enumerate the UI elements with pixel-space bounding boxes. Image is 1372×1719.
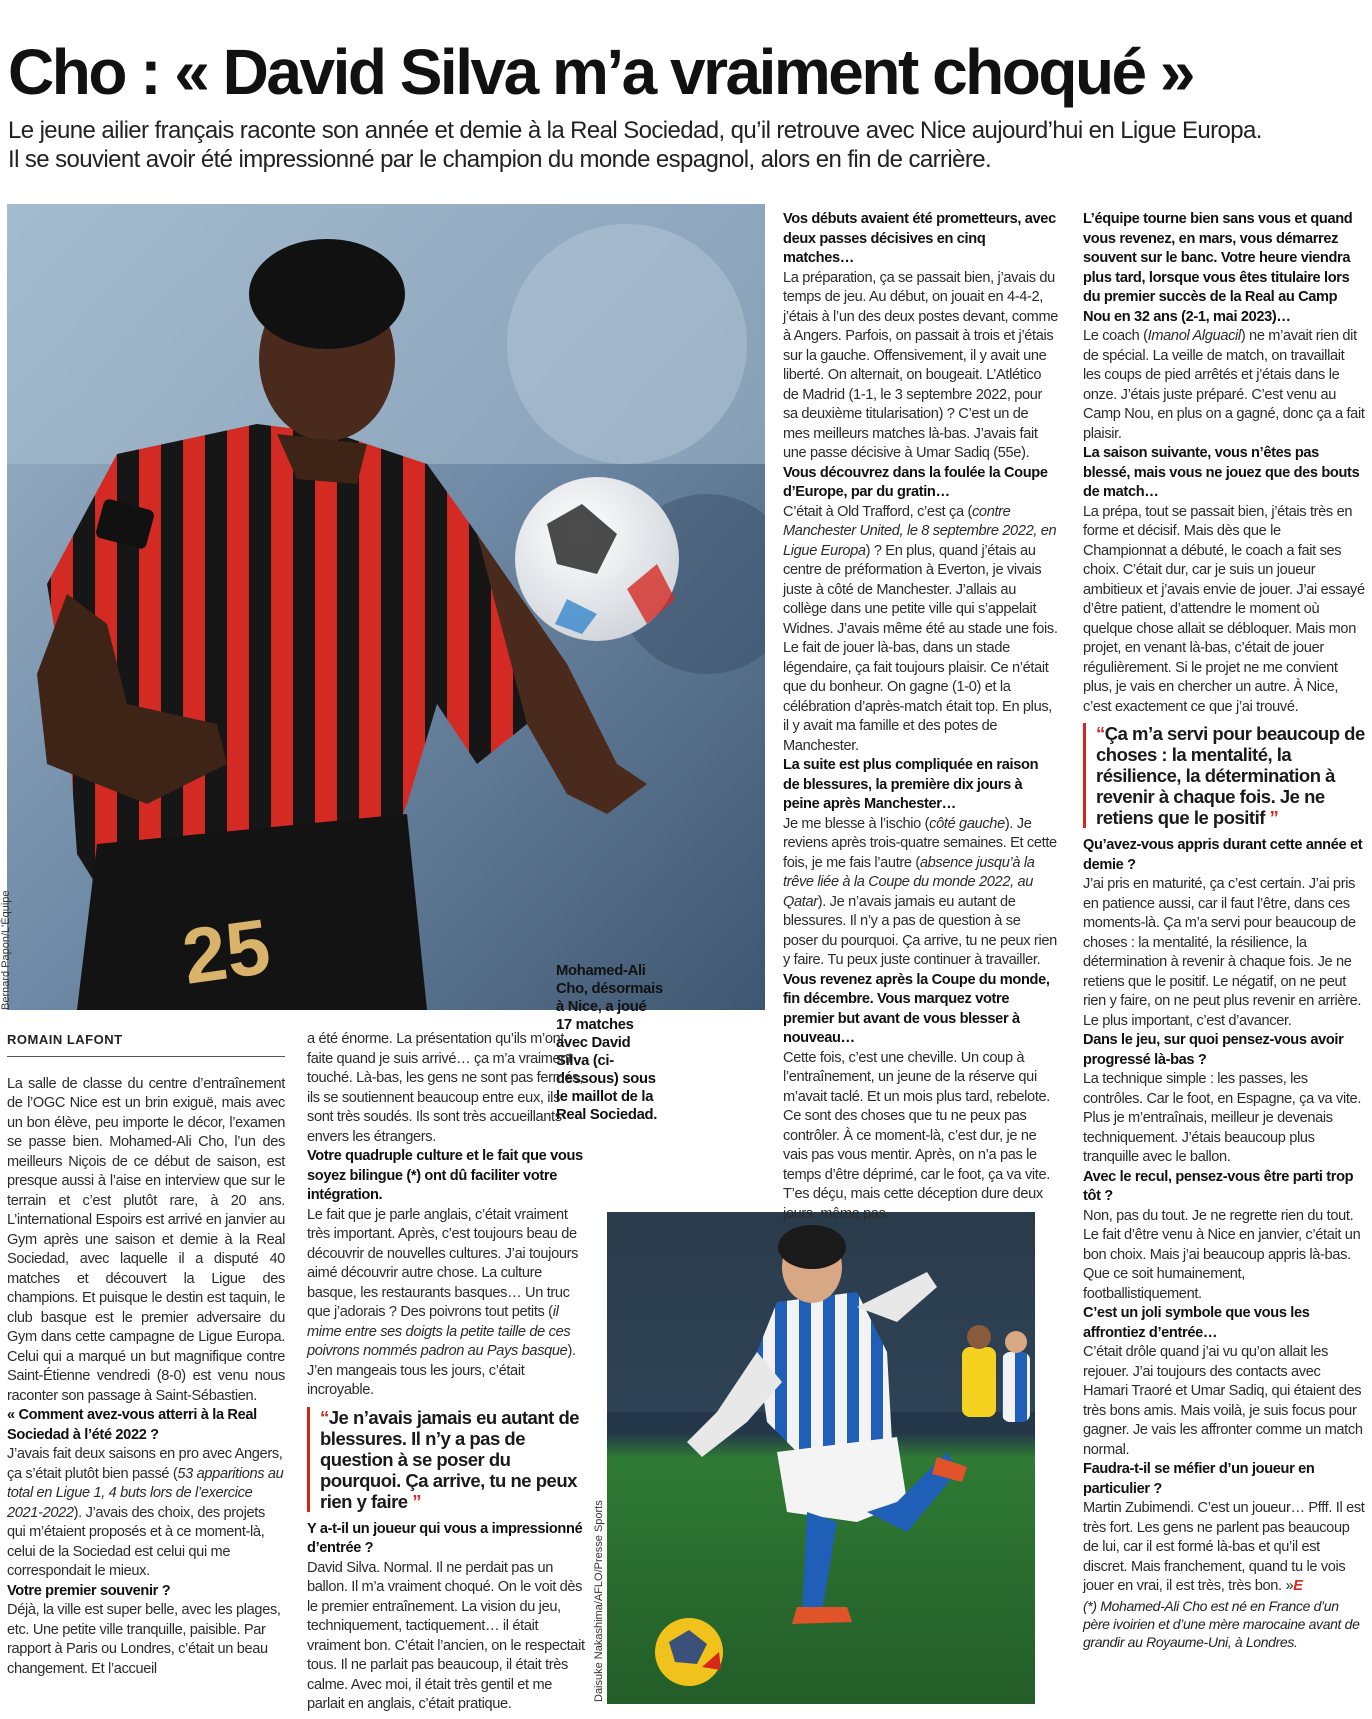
answer-5: La préparation, ça se passait bien, j’avais du temps de jeu. Au début, on jouait en 4-4-2, j’étais à l’un des deux postes devant, comme à Angers. Parfois, on passait à trois et j’étais sur la gauche. Offensivement, il y avait une liberté. On alternait, on bougeait. L’Atlético de Madrid (1-1, le 3 septembre 2022, pour sa deuxième titularisation) ? C’est un de mes meilleurs matches là-bas. J’avais fait une passe décisive à Umar Sadiq (55e). xyxy=(783,269,1059,461)
question-15: Faudra-t-il se méfier d’un joueur en particulier ? xyxy=(1083,1461,1315,1497)
question-4: Y a-t-il un joueur qui vous a impressionné d’entrée ? xyxy=(307,1520,583,1556)
main-photo-cho xyxy=(7,204,765,1010)
answer-9-text-a: Le coach ( xyxy=(1083,328,1148,344)
answer-11: J’ai pris en maturité, ça c’est certain. J’ai pris en patience aussi, car il faut l’être, dans ces moments-là. Ça m’a servi pour beaucoup de choses : la mentalité, la résilience, la détermination à revenir à chaque fois. Je ne retiens que le positif. Le négatif, on ne peut rien y faire, on ne peut plus revenir en arrière. Le plus important, c’est d’avancer. xyxy=(1083,876,1362,1029)
answer-7-aside-2: absence jusqu’à la trêve liée à la Coupe du monde 2022, au Qatar xyxy=(783,854,1035,910)
question-2: Votre premier souvenir ? xyxy=(7,1582,171,1599)
silva-photo-illustration xyxy=(607,1212,1035,1704)
close-quote-icon: ” xyxy=(1269,807,1279,828)
answer-1-aside: 53 apparitions au total en Ligue 1, 4 buts lors de l’exercice 2021-2022 xyxy=(7,1465,284,1521)
answer-7-text-c: ). Je n’avais jamais eu autant de blessures. Il n’y a pas de question à se poser du pourquoi. Ça arrive, tu ne peux rien y faire. Tu peux juste continuer à travailler. xyxy=(783,893,1057,968)
answer-7 xyxy=(783,815,1058,971)
silva-photo-credit: Daisuke Nakashima/AFLO/Presse Sports xyxy=(593,1500,605,1702)
footnote: (*) Mohamed-Ali Cho est né en France d’un père ivoirien et d’une mère marocaine avant de grandir au Royaume-Uni, à Londres. xyxy=(1083,1597,1360,1650)
column-1 xyxy=(7,1030,285,1679)
answer-15-text: Martin Zubimendi. C’est un joueur… Pfff. Il est très fort. Les gens ne parlent pas beaucoup de lui, car il est formé là-bas et qu’il est discret. Mais franchement, quand tu le vois jouer en vrai, il est très, très bon. » xyxy=(1083,1500,1365,1594)
silva-photo xyxy=(607,1212,1035,1704)
answer-6-text-a: C’était à Old Trafford, c’est ça ( xyxy=(783,503,972,520)
answer-4: David Silva. Normal. Il ne perdait pas un ballon. Il m’a vraiment choqué. On le voit dès le premier entraînement. La vision du jeu, techniquement, tactiquement… il était vraiment bon. C’était l’ancien, on le respectait tous. Il ne parlait pas beaucoup, il était très calme. Avec moi, il était très gentil et me parlait en anglais, c’était pratique. xyxy=(307,1559,585,1712)
question-12: Dans le jeu, sur quoi pensez-vous avoir progressé là-bas ? xyxy=(1083,1032,1344,1068)
pull-quote-1-text: Je n’avais jamais eu autant de blessures. Il n’y a pas de question à se poser du pourquoi. Ça arrive, tu ne peux rien y faire xyxy=(320,1406,580,1512)
standfirst xyxy=(8,116,1262,174)
column-3 xyxy=(783,210,1058,1224)
headline-name: Cho xyxy=(8,36,125,108)
question-3: Votre quadruple culture et le fait que vous soyez bilingue (*) ont dû faciliter votre intégration. xyxy=(307,1148,583,1203)
answer-2: Déjà, la ville est super belle, avec les plages, etc. Une petite ville tranquille, paisible. Par rapport à Paris ou Londres, c’était un beau changement. Et l’accueil xyxy=(7,1602,281,1677)
answer-6 xyxy=(783,503,1058,757)
main-photo-credit: Bernard Papon/L'Équipe xyxy=(0,890,12,1010)
answer-3 xyxy=(307,1206,585,1401)
standfirst-line-2: Il se souvient avoir été impressionné par le champion du monde espagnol, alors en fin de carrière. xyxy=(8,146,992,173)
lequipe-end-mark-icon: E xyxy=(1293,1578,1303,1594)
question-14: C’est un joli symbole que vous les affrontiez d’entrée… xyxy=(1083,1305,1310,1341)
question-10: La saison suivante, vous n’êtes pas blessé, mais vous ne jouez que des bouts de match… xyxy=(1083,445,1360,500)
question-5: Vos débuts avaient été prometteurs, avec deux passes décisives en cinq matches… xyxy=(783,211,1056,266)
answer-3-aside: il mime entre ses doigts la petite taille de ces poivrons nommés padron au Pays basque xyxy=(307,1304,571,1359)
question-11: Qu’avez-vous appris durant cette année et demie ? xyxy=(1083,837,1363,873)
pull-quote-1 xyxy=(307,1407,585,1512)
answer-1-text-a: J’avais fait deux saisons en pro avec Angers, ça s’était plutôt bien passé ( xyxy=(7,1446,283,1482)
intro-paragraph: La salle de classe du centre d’entraînement de l’OGC Nice est un brin exiguë, mais avec un bon élève, peu importe le décor, l’examen se passe bien. Mohamed-Ali Cho, l’un des meilleurs Niçois de ce début de saison, est presque aussi à l’aise en interview que sur le terrain et c’est plutôt rare, à 20 ans. L’international Espoirs est arrivé en janvier au Gym après une saison et demie à la Real Sociedad, avec laquelle il a disputé 40 matches et découvert la Ligue des champions. Et puisque le destin est taquin, le club basque est le premier adversaire du Gym dans cette campagne de Ligue Europa. Celui qui a marqué un but magnifique contre Saint-Étienne vendredi (8-0) est venu nous raconter son passage à Saint-Sébastien. xyxy=(7,1075,285,1404)
answer-6-text-b: ) ? En plus, quand j’étais au centre de préformation à Everton, je vivais juste à côté de Manchester. J’allais au collège dans une petite ville qui s’appelait Widnes. J’avais même été au stade une fois. Le fait de jouer là-bas, dans un stade légendaire, ça fait toujours plaisir. Ce n’était que du bonheur. On gagne (1-0) et la célébration d’après-match était top. En plus, il y avait ma famille et des potes de Manchester. xyxy=(783,542,1058,754)
headline xyxy=(8,34,1193,110)
answer-14: C’était drôle quand j’ai vu qu’on allait les rejouer. J’ai toujours des contacts avec Hamari Traoré et Umar Sadiq, qui étaient des très bons amis. Mais voilà, je suis focus pour gagner. Je vais les affronter comme un match normal. xyxy=(1083,1344,1363,1458)
answer-7-text-a: Je me blesse à l’ischio ( xyxy=(783,815,930,832)
answer-6-aside: contre Manchester United, le 8 septembre 2022, en Ligue Europa xyxy=(783,503,1057,559)
answer-12: La technique simple : les passes, les contrôles. Car le foot, en Espagne, ça va vite. Plus je m’entraînais, meilleur je devenais techniquement. J’étais beaucoup plus tranquille avec le ballon. xyxy=(1083,1071,1362,1165)
answer-15 xyxy=(1083,1499,1365,1597)
photo-caption: Mohamed-Ali Cho, désormais à Nice, a joué 17 matches avec David Silva (ci-dessous) sous le maillot de la Real Sociedad. xyxy=(556,963,663,1123)
standfirst-line-1: Le jeune ailier français raconte son année et demie à la Real Sociedad, qu’il retrouve avec Nice aujourd’hui en Ligue Europa. xyxy=(8,117,1262,144)
question-7: La suite est plus compliquée en raison de blessures, la première dix jours à peine après Manchester… xyxy=(783,757,1039,812)
headline-separator: : xyxy=(124,36,175,108)
column-2 xyxy=(307,1030,585,1715)
answer-7-aside-1: côté gauche xyxy=(929,815,1005,832)
column-4 xyxy=(1083,210,1365,1651)
open-quote-icon: “ xyxy=(1096,723,1105,744)
byline-rule xyxy=(7,1056,285,1057)
answer-8: Cette fois, c’est une cheville. Un coup à l’entraînement, un jeune de la réserve qui m’avait taclé. Et un mois plus tard, rebelote. Ce sont des choses que tu ne peux pas contrôler. À ce moment-là, c’est dur, je ne vais pas vous mentir. Après, on n’a pas le temps d’être déprimé, car le foot, ça va vite. T’es déçu, mais cette déception dure deux jours, même pas. xyxy=(783,1049,1050,1222)
question-13: Avec le recul, pensez-vous être parti trop tôt ? xyxy=(1083,1168,1354,1204)
question-8: Vous revenez après la Coupe du monde, fin décembre. Vous marquez votre premier but avant de vous blesser à nouveau… xyxy=(783,971,1050,1046)
open-quote-icon: “ xyxy=(320,1406,329,1428)
main-photo-illustration xyxy=(7,204,765,1010)
close-quote-icon: ” xyxy=(412,1490,421,1512)
answer-1-text-b: ). J’avais des choix, des projets qui m’étaient proposés et à ce moment-là, celui de la Sociedad est celui qui me correspondait le mieux. xyxy=(7,1504,265,1579)
byline: ROMAIN LAFONT xyxy=(7,1032,123,1047)
answer-3-text-a: Le fait que je parle anglais, c’était vraiment très important. Après, c’est toujours beau de découvrir de nouvelles cultures. J’ai toujours aimé découvrir autre chose. La culture basque, les restaurants basques… Un truc que j’adorais ? Des poivrons tout petits ( xyxy=(307,1206,579,1320)
pull-quote-2 xyxy=(1083,723,1365,828)
answer-9 xyxy=(1083,327,1365,444)
answer-7-text-b: ). Je reviens après trois-quatre semaines. Et cette fois, je me fais l’autre ( xyxy=(783,815,1057,871)
answer-9-text-b: ) ne m’avait rien dit de spécial. La veille de match, on travaillait les coups de pied arrêtés et j’étais dans le onze. J’étais juste préparé. C’est venu au Camp Nou, en plus on a gagné, donc ça a fait plaisir. xyxy=(1083,328,1365,442)
answer-1 xyxy=(7,1445,285,1582)
question-1: « Comment avez-vous atterri à la Real Sociedad à l’été 2022 ? xyxy=(7,1407,257,1443)
answer-2-continued: a été énorme. La présentation qu’ils m’ont faite quand je suis arrivé… ça m’a vraiment touché. Là-bas, les gens ne sont pas fermés, ils se soutiennent beaucoup entre eux, ils sont très soudés. Ils sont très accueillants envers les étrangers. xyxy=(307,1031,583,1145)
headline-quote: « David Silva m’a vraiment choqué » xyxy=(174,36,1193,108)
question-6: Vous découvrez dans la foulée la Coupe d’Europe, par du gratin… xyxy=(783,464,1048,500)
shirt-number: 25 xyxy=(177,901,276,1001)
answer-9-aside: Imanol Alguacil xyxy=(1147,328,1241,344)
answer-10: La prépa, tout se passait bien, j’étais très en forme et décisif. Mais dès que le Championnat a débuté, le coach a fait ses choix. C’était dur, car je suis un joueur ambitieux et j’avais envie de jouer. J’ai essayé d’être patient, d’attendre le moment où quelque chose allait se débloquer. Mais mon projet, en venant là-bas, c’était de jouer régulièrement. Si le projet ne me convient plus, je vais en chercher un autre. À Nice, c’est exactement ce que j’ai trouvé. xyxy=(1083,503,1365,715)
pull-quote-2-text: Ça m’a servi pour beaucoup de choses : la mentalité, la résilience, la détermination à revenir à chaque fois. Je ne retiens que le positif xyxy=(1096,723,1365,828)
question-9: L’équipe tourne bien sans vous et quand vous revenez, en mars, vous démarrez souvent sur le banc. Votre heure viendra plus tard, lorsque vous êtes titulaire lors du premier succès de la Real au Camp Nou en 32 ans (2-1, mai 2023)… xyxy=(1083,211,1353,325)
answer-13: Non, pas du tout. Je ne regrette rien du tout. Le fait d’être venu à Nice en janvier, c’était un bon choix. Mais j’ai beaucoup appris là-bas. Que ce soit humainement, footballistiquement. xyxy=(1083,1207,1361,1302)
answer-3-text-b: ). J’en mangeais tous les jours, c’était incroyable. xyxy=(307,1343,576,1398)
